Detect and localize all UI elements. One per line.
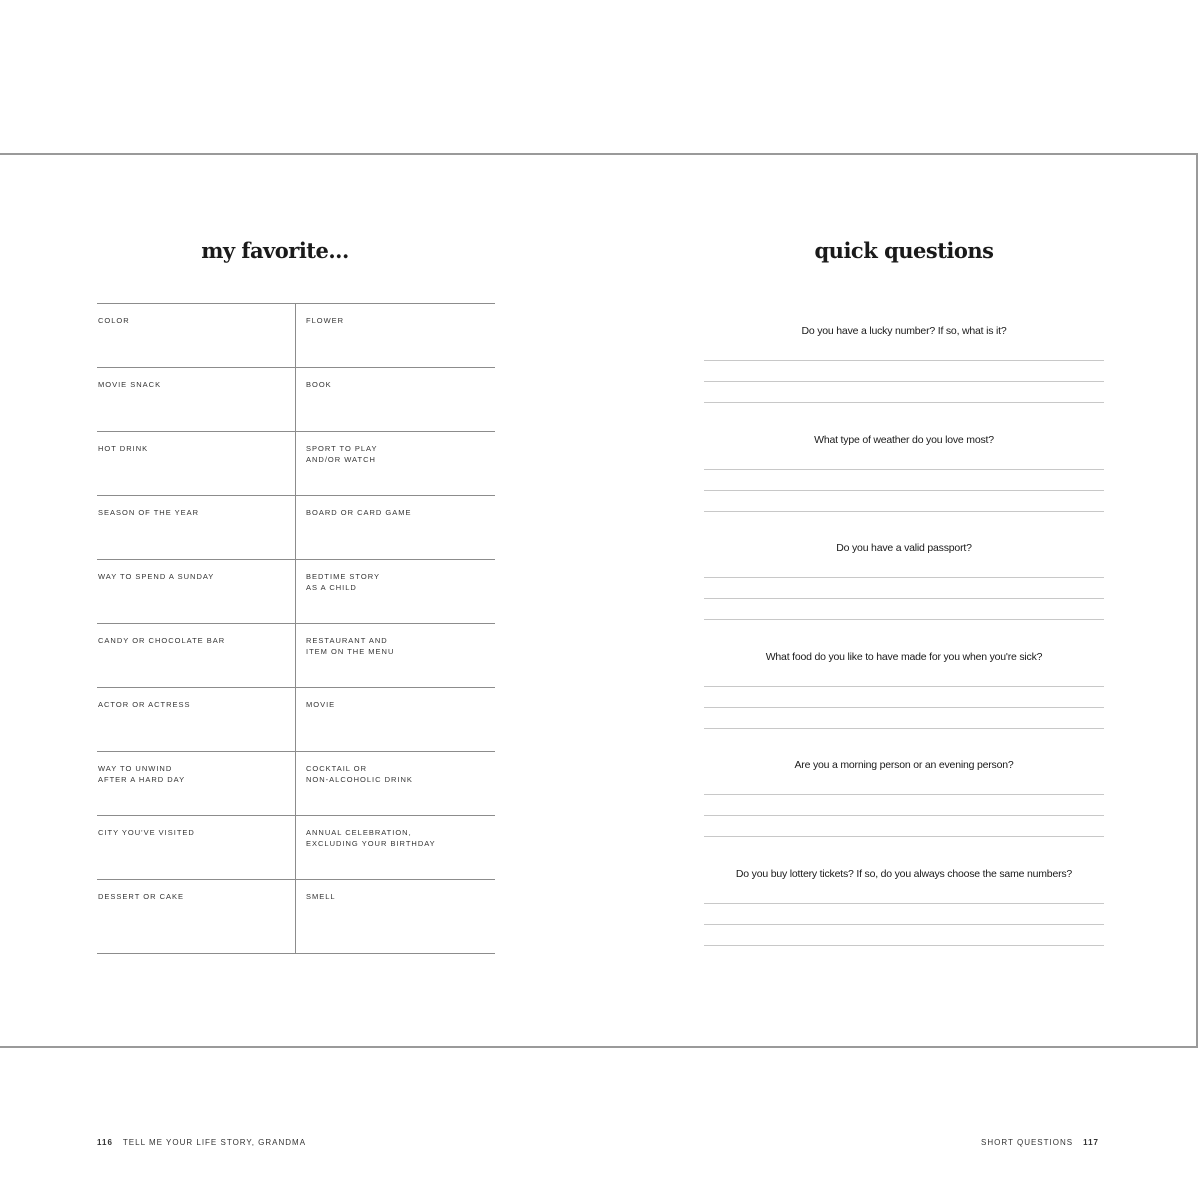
answer-line[interactable]: [704, 490, 1104, 491]
running-title: TELL ME YOUR LIFE STORY, GRANDMA: [122, 1138, 307, 1147]
favorite-field[interactable]: COCKTAIL OR NON-ALCOHOLIC DRINK: [306, 764, 413, 784]
favorites-grid: [97, 303, 495, 954]
answer-line[interactable]: [704, 794, 1104, 795]
favorite-field[interactable]: MOVIE SNACK: [97, 368, 296, 431]
left-page-footer: [97, 1138, 306, 1147]
favorite-field[interactable]: BOOK: [306, 380, 332, 389]
favorites-row: [97, 815, 495, 879]
favorite-field[interactable]: MOVIE: [306, 700, 336, 709]
left-page-title: my favorite...: [201, 238, 349, 263]
running-title: SHORT QUESTIONS: [981, 1138, 1074, 1147]
favorites-row: [97, 751, 495, 815]
answer-line[interactable]: [704, 707, 1104, 708]
question-block: [704, 759, 1104, 868]
favorite-field[interactable]: CANDY OR CHOCOLATE BAR: [97, 624, 296, 687]
favorite-field[interactable]: COLOR: [97, 304, 296, 367]
question-text: Do you buy lottery tickets? If so, do you always choose the same numbers?: [735, 867, 1073, 880]
favorites-row: [97, 687, 495, 751]
favorites-row: [97, 879, 495, 954]
question-text: What food do you like to have made for you when you're sick?: [765, 650, 1043, 663]
favorite-field[interactable]: ACTOR OR ACTRESS: [97, 688, 296, 751]
question-block: [704, 434, 1104, 543]
right-page-footer: [981, 1138, 1099, 1147]
question-text: What type of weather do you love most?: [814, 433, 994, 446]
answer-line[interactable]: [704, 360, 1104, 361]
favorite-field[interactable]: FLOWER: [306, 316, 345, 325]
book-spread: [0, 153, 1198, 1147]
right-page-title: quick questions: [814, 238, 994, 263]
answer-line[interactable]: [704, 381, 1104, 382]
favorite-field[interactable]: WAY TO UNWIND AFTER A HARD DAY: [97, 752, 296, 815]
favorite-field[interactable]: SPORT TO PLAY AND/OR WATCH: [306, 444, 378, 464]
favorite-field[interactable]: SEASON OF THE YEAR: [97, 496, 296, 559]
favorite-field[interactable]: BEDTIME STORY AS A CHILD: [306, 572, 380, 592]
page-number: 116: [97, 1138, 113, 1147]
quick-questions-list: [704, 325, 1104, 976]
favorite-field[interactable]: HOT DRINK: [97, 432, 296, 495]
answer-line[interactable]: [704, 469, 1104, 470]
answer-line[interactable]: [704, 728, 1104, 729]
answer-line[interactable]: [704, 686, 1104, 687]
answer-line[interactable]: [704, 815, 1104, 816]
question-block: [704, 542, 1104, 651]
favorites-row: [97, 559, 495, 623]
favorites-row: [97, 303, 495, 367]
answer-line[interactable]: [704, 577, 1104, 578]
question-block: [704, 868, 1104, 977]
favorite-field[interactable]: ANNUAL CELEBRATION, EXCLUDING YOUR BIRTHDAY: [306, 828, 436, 848]
favorites-row: [97, 367, 495, 431]
answer-line[interactable]: [704, 836, 1104, 837]
question-text: Are you a morning person or an evening person?: [794, 759, 1014, 771]
answer-line[interactable]: [704, 511, 1104, 512]
favorite-field[interactable]: SMELL: [306, 892, 336, 901]
favorite-field[interactable]: BOARD OR CARD GAME: [306, 508, 412, 517]
answer-line[interactable]: [704, 598, 1104, 599]
answer-line[interactable]: [704, 945, 1104, 946]
question-block: [704, 325, 1104, 434]
favorites-row: [97, 431, 495, 495]
answer-line[interactable]: [704, 924, 1104, 925]
question-text: Do you have a lucky number? If so, what is it?: [801, 325, 1007, 337]
favorite-field[interactable]: WAY TO SPEND A SUNDAY: [97, 560, 296, 623]
question-text: Do you have a valid passport?: [836, 542, 972, 554]
favorite-field[interactable]: CITY YOU'VE VISITED: [97, 816, 296, 879]
question-block: [704, 651, 1104, 760]
favorites-row: [97, 495, 495, 559]
page-number: 117: [1083, 1138, 1099, 1147]
favorite-field[interactable]: RESTAURANT AND ITEM ON THE MENU: [306, 636, 395, 656]
answer-line[interactable]: [704, 619, 1104, 620]
favorite-field[interactable]: DESSERT OR CAKE: [97, 880, 296, 953]
answer-line[interactable]: [704, 903, 1104, 904]
favorites-row: [97, 623, 495, 687]
answer-line[interactable]: [704, 402, 1104, 403]
